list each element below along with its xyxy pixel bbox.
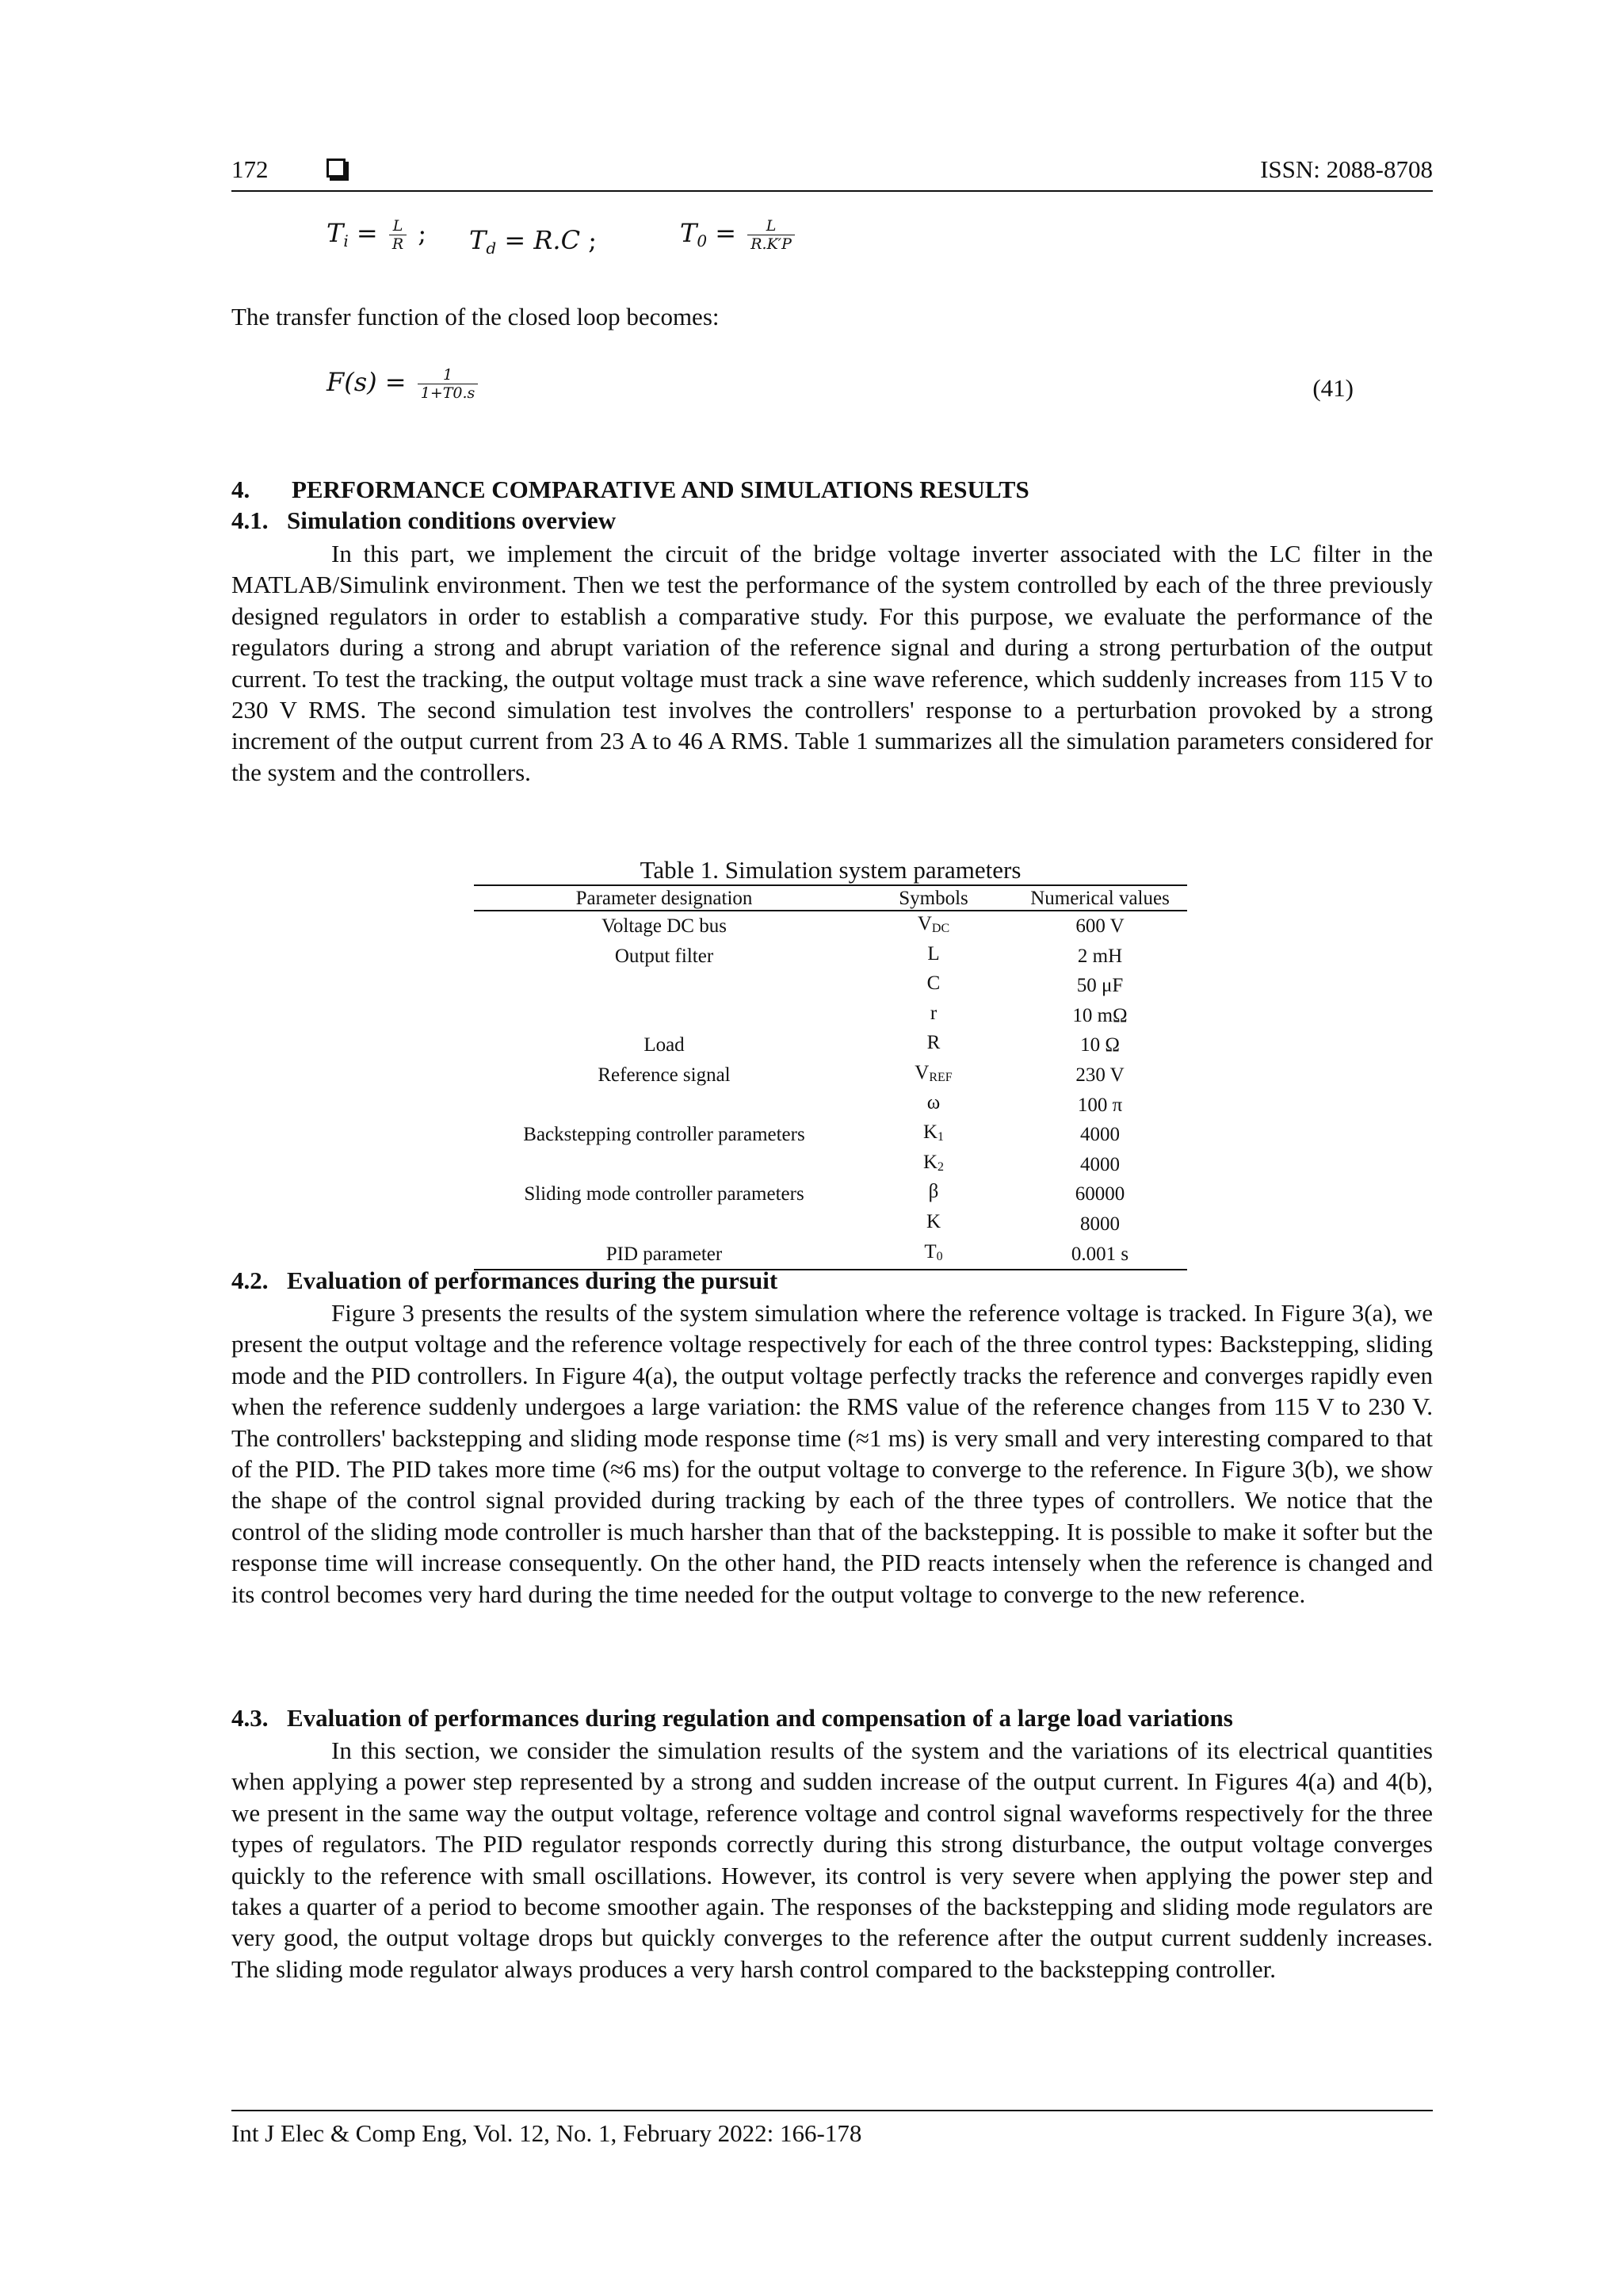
equation-number: (41) (1312, 374, 1354, 402)
equation-td: $T_d = R.C$ ; (469, 225, 598, 258)
cell-symbol (854, 911, 1013, 942)
cell-designation (474, 1001, 854, 1031)
symbol-base: ω (926, 1091, 941, 1114)
subsection-4-3-title: Evaluation of performances during regulation and compensation of a large load variations (287, 1704, 1233, 1732)
symbol-base: K (922, 1121, 938, 1144)
subsection-4-3-text: In this section, we consider the simulation results of the system and the variations of its electrical quantities when applying a power step represented by a strong and sudden increase of the output current. In Figures 4(a) and 4(b), we present in the same way the output voltage, reference voltage and control signal waveforms respectively for the three types of regulators. The PID regulator responds correctly during this strong disturbance, the output voltage converges quickly to the reference with small oscillations. However, its control is very severe when applying the power step and takes a quarter of a period to become smoother again. The responses of the backstepping and sliding mode regulators are very good, the output voltage drops but quickly converges to the reference after the output current suddenly increases. The sliding mode regulator always produces a very harsh control compared to the backstepping controller. (231, 1736, 1433, 1983)
cell-designation: Load (643, 1034, 685, 1056)
cell-symbol (854, 1001, 1013, 1031)
cell-value: 2 mH (1077, 945, 1123, 967)
table-row (474, 1030, 1187, 1060)
cell-symbol (854, 942, 1013, 972)
subsection-4-1-number: 4.1. (231, 506, 269, 534)
symbol-base: C (926, 972, 941, 995)
symbol-subscript: 2 (938, 1159, 945, 1174)
section-number: 4. (231, 476, 250, 503)
symbol-base: V (915, 1061, 930, 1083)
table-row (474, 1240, 1187, 1270)
cell-value: 60000 (1075, 1183, 1125, 1205)
page-number: 172 (231, 155, 269, 183)
symbol-base: V (917, 913, 932, 934)
subsection-4-2-number: 4.2. (231, 1266, 269, 1294)
symbol-base: β (928, 1181, 939, 1203)
equation-41 (327, 366, 481, 402)
f-numerator: 1 (418, 366, 479, 384)
cell-value: 230 V (1075, 1064, 1125, 1086)
cell-value: 0.001 s (1013, 1240, 1187, 1270)
cell-value: 4000 (1080, 1153, 1120, 1175)
cell-value: 10 mΩ (1072, 1004, 1128, 1026)
cell-symbol (854, 1030, 1013, 1060)
table-row (474, 1150, 1187, 1180)
symbol-base: L (927, 942, 940, 965)
td-separator: ; (588, 225, 598, 255)
symbol-base: T (924, 1240, 937, 1263)
table-row (474, 971, 1187, 1001)
t0-fraction (747, 217, 795, 253)
cell-designation (474, 1150, 854, 1180)
cell-designation: Backstepping controller parameters (523, 1124, 805, 1146)
table-row (474, 942, 1187, 972)
cell-designation: Sliding mode controller parameters (524, 1183, 804, 1205)
symbol-subscript: 1 (938, 1130, 945, 1144)
ti-numerator: L (389, 217, 407, 235)
symbol-subscript: 0 (936, 1249, 943, 1263)
ti-symbol: T (327, 218, 344, 248)
t0-symbol: T (680, 218, 697, 248)
box-symbol-icon (327, 159, 346, 178)
cell-designation (474, 971, 854, 1001)
footer-citation: Int J Elec & Comp Eng, Vol. 12, No. 1, February 2022: 166-178 (231, 2119, 862, 2147)
cell-symbol (854, 1209, 1013, 1240)
subsection-4-3-heading (231, 1704, 1233, 1733)
ti-separator: ; (418, 218, 427, 248)
t0-denominator: R.K′P (750, 235, 792, 253)
table-row (474, 1120, 1187, 1150)
cell-designation: Voltage DC bus (601, 915, 727, 937)
table-header-row (474, 885, 1187, 911)
subsection-4-3-number: 4.3. (231, 1704, 269, 1732)
f-fraction (418, 366, 479, 402)
cell-value: 4000 (1080, 1124, 1120, 1146)
equation-ti: $T_i$ = $\frac{L}{R}$ ; (327, 217, 427, 253)
parameters-table (474, 884, 1187, 1270)
td-rhs: R.C (533, 225, 581, 255)
cell-symbol (854, 1091, 1013, 1121)
cell-designation: PID parameter (474, 1240, 854, 1270)
closed-loop-intro: The transfer function of the closed loop becomes: (231, 303, 720, 330)
f-lhs: F(s) = (327, 367, 407, 397)
symbol-base: R (926, 1032, 941, 1054)
subsection-4-1-text: In this part, we implement the circuit of the bridge voltage inverter associated with the LC filter in the MATLAB/Simulink environment. Then we test the performance of the system controlled by each of the three previously designed regulators in order to establish a comparative study. For this purpose, we evaluate the performance of the regulators during a strong and abrupt variation of the reference signal and during a strong perturbation of the output current. To test the tracking, the output voltage must track a sine wave reference, which suddenly increases from 115 V to 230 V RMS. The second simulation test involves the controllers' response to a perturbation provoked by a strong increment of the output current from 23 A to 46 A RMS. Table 1 summarizes all the simulation parameters considered for the system and the controllers. (231, 540, 1433, 786)
table-header-values: Numerical values (1013, 885, 1187, 911)
cell-symbol (854, 1120, 1013, 1150)
cell-value: 8000 (1080, 1213, 1120, 1235)
table-row (474, 1091, 1187, 1121)
symbol-base: K (926, 1210, 941, 1232)
subsection-4-2-heading (231, 1266, 777, 1295)
cell-symbol (854, 1240, 1013, 1270)
symbol-subscript: DC (931, 922, 950, 935)
cell-designation (474, 1209, 854, 1240)
td-subscript: d (486, 239, 497, 258)
running-header (231, 151, 1433, 190)
footer-rule (231, 2110, 1433, 2111)
table-row (474, 1001, 1187, 1031)
cell-symbol (854, 1060, 1013, 1091)
t0-subscript: 0 (697, 231, 708, 250)
cell-designation (474, 1091, 854, 1121)
cell-value: 600 V (1075, 915, 1125, 937)
table-header-symbols: Symbols (854, 885, 1013, 911)
table-caption: Table 1. Simulation system parameters (640, 856, 1022, 884)
ti-denominator: R (391, 235, 404, 253)
cell-symbol (854, 1179, 1013, 1209)
cell-symbol (854, 971, 1013, 1001)
ti-subscript: i (343, 231, 349, 250)
cell-designation: Output filter (614, 945, 714, 967)
section-title: PERFORMANCE COMPARATIVE AND SIMULATIONS RESULTS (292, 476, 1029, 503)
cell-symbol (854, 1150, 1013, 1180)
subsection-4-2-title: Evaluation of performances during the pursuit (287, 1266, 778, 1294)
subsection-4-1-heading (231, 506, 616, 535)
table-row (474, 1179, 1187, 1209)
subsection-4-1-title: Simulation conditions overview (287, 506, 617, 534)
issn: ISSN: 2088-8708 (1260, 155, 1433, 183)
subsection-4-2-text: Figure 3 presents the results of the system simulation where the reference voltage is tracked. In Figure 3(a), we present the output voltage and the reference voltage respectively for each of the three control types: Backstepping, sliding mode and the PID controllers. In Figure 4(a), the output voltage perfectly tracks the reference and converges rapidly even when the reference suddenly undergoes a large variation: the RMS value of the reference changes from 115 V to 230 V. The controllers' backstepping and sliding mode response time (≈1 ms) is very small and very interesting compared to that of the PID. The PID takes more time (≈6 ms) for the output voltage to converge to the reference. In Figure 3(b), we show the shape of the control signal provided during tracking by each of the three types of controllers. We notice that the control of the sliding mode controller is much harsher than that of the backstepping. It is possible to make it softer but the response time will increase consequently. On the other hand, the PID reacts intensely when the reference is changed and its control becomes very hard during the time needed for the output voltage to converge to the new reference. (231, 1299, 1433, 1608)
cell-designation: Reference signal (598, 1064, 731, 1086)
td-symbol: T (469, 225, 487, 255)
table-header-designation: Parameter designation (474, 885, 854, 911)
cell-value: 50 μF (1076, 975, 1124, 997)
symbol-base: K (922, 1151, 938, 1173)
symbol-subscript: REF (929, 1070, 953, 1084)
symbol-base: r (930, 1002, 938, 1024)
table-row (474, 911, 1187, 942)
section-heading (231, 476, 1029, 504)
ti-fraction (389, 217, 407, 253)
t0-numerator: L (747, 217, 795, 235)
table-row (474, 1060, 1187, 1091)
f-denominator: 1+T0.s (420, 384, 475, 402)
cell-value: 10 Ω (1080, 1034, 1120, 1056)
table-row (474, 1209, 1187, 1240)
cell-value: 100 π (1077, 1094, 1123, 1116)
equation-t0: $T_0$ = $\frac{L}{R.K'P}$ (680, 217, 798, 253)
header-rule (231, 190, 1433, 192)
